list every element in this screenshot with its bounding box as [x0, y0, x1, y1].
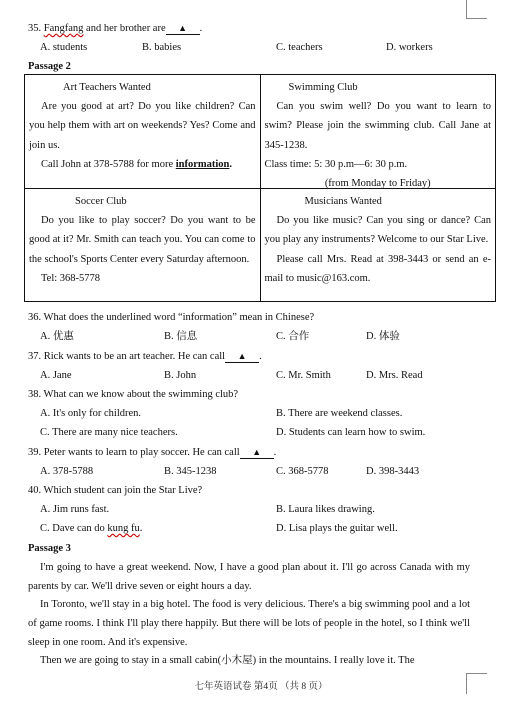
q37-text: 37. Rick wants to be an art teacher. He can call — [28, 351, 226, 362]
question-37: 37. Rick wants to be an art teacher. He can call ▲ . — [28, 351, 262, 362]
question-40: 40. Which student can join the Star Live? — [28, 485, 203, 496]
question-36: 36. What does the underlined word “information” mean in Chinese? — [28, 312, 315, 323]
ad-swim-body: Can you swim well? Do you want to learn to swim? Please join the swimming club. Call Jane at 345-1238. — [264, 101, 491, 151]
ad-art-contact — [29, 155, 256, 174]
q40-option-a[interactable]: A. Jim runs fast. — [40, 504, 110, 515]
q36-option-a[interactable]: A. 优惠 — [40, 331, 74, 342]
q37-option-b[interactable]: B. John — [164, 370, 197, 381]
q40-option-c[interactable] — [40, 522, 142, 536]
ad-swim-title: Swimming Club — [288, 82, 358, 93]
q36-option-d[interactable]: D. 体验 — [366, 331, 400, 342]
q37-option-c[interactable]: C. Mr. Smith — [276, 370, 331, 381]
q35-option-d[interactable]: D. workers — [386, 42, 433, 53]
q35-text: and her brother are — [86, 23, 166, 34]
passage-3-heading: Passage 3 — [28, 543, 71, 554]
q35-option-a[interactable]: A. students — [40, 42, 88, 53]
q39-option-d[interactable]: D. 398-3443 — [366, 466, 420, 477]
q39-blank[interactable]: ▲ — [240, 447, 274, 459]
crop-mark-top-right — [466, 0, 487, 19]
q39-option-c[interactable]: C. 368-5778 — [276, 466, 329, 477]
ad-soccer-tel: Tel: 368-5778 — [41, 272, 101, 284]
q40-option-b[interactable]: B. Laura likes drawing. — [276, 504, 375, 515]
ad-art-underlined-word: information — [175, 158, 230, 170]
q39-option-b[interactable]: B. 345-1238 — [164, 466, 217, 477]
ads-table — [24, 74, 496, 302]
question-35: 35. Fangfang and her brother are ▲ . — [28, 23, 203, 34]
q39-text: 39. Peter wants to learn to play soccer. He can call — [28, 447, 240, 458]
q38-option-b[interactable]: B. There are weekend classes. — [276, 408, 403, 419]
q37-option-d[interactable]: D. Mrs. Read — [366, 370, 423, 381]
passage-3-paragraph-2: In Toronto, we'll stay in a big hotel. The food is very delicious. There's a big swimming pool and a lot of game rooms. I think I'll play there happily. But there will be lots of people in the hotel, so I think we'll sleep in one room. And it's expensive. — [28, 599, 470, 648]
passage-3-paragraph-1: I'm going to have a great weekend. Now, I have a good plan about it. I'll go across Canada with my parents by car. We'll drive seven or eight hours a day. — [28, 562, 470, 592]
q40-option-d[interactable]: D. Lisa plays the guitar well. — [276, 523, 398, 534]
passage-3-paragraph-3: Then we are going to stay in a small cabin(小木屋) in the mountains. I really love it. The — [40, 655, 415, 666]
page-footer: 七年英语试卷 第4页 （共 8 页） — [194, 682, 328, 692]
ad-art-period: . — [229, 158, 233, 170]
ad-art-teachers — [25, 75, 261, 189]
ad-art-title: Art Teachers Wanted — [63, 82, 151, 93]
ad-musicians-wanted — [260, 189, 496, 302]
q40-option-c-prefix: C. Dave can do — [40, 523, 108, 534]
q40-option-c-wavy: kung fu — [107, 523, 140, 534]
q35-name: Fangfang — [43, 23, 84, 34]
q39-option-a[interactable]: A. 378-5788 — [40, 466, 94, 477]
q36-option-c[interactable]: C. 合作 — [276, 331, 310, 342]
q38-option-d[interactable]: D. Students can learn how to swim. — [276, 427, 426, 438]
ad-soccer-title: Soccer Club — [75, 196, 127, 207]
ad-art-contact-text: Call John at 378-5788 for more — [41, 158, 174, 170]
q38-option-a[interactable]: A. It's only for children. — [40, 408, 142, 419]
question-39: 39. Peter wants to learn to play soccer. He can call ▲ . — [28, 447, 277, 458]
q35-option-b[interactable]: B. babies — [142, 42, 182, 53]
q35-number: 35. — [28, 23, 42, 34]
ad-soccer-club — [25, 189, 261, 302]
q37-option-a[interactable]: A. Jane — [40, 370, 72, 381]
ad-music-title: Musicians Wanted — [304, 196, 382, 207]
ad-art-body: Are you good at art? Do you like children? Can you help them with art on weekends? Yes? Come and join us. — [29, 101, 256, 151]
q40-option-c-suffix: . — [139, 523, 143, 534]
q35-blank[interactable]: ▲ — [166, 23, 200, 35]
q36-option-b[interactable]: B. 信息 — [164, 331, 198, 342]
ad-soccer-body: Do you like to play soccer? Do you want to be good at it? Mr. Smith can teach you. You can come to the school's Sports Center every Saturday afternoon. — [29, 215, 256, 265]
passage-2-heading: Passage 2 — [28, 61, 71, 72]
ad-swim-time: Class time: 5: 30 p.m—6: 30 p.m. — [264, 158, 408, 170]
ad-music-contact: Please call Mrs. Read at 398-3443 or send an e-mail to music@163.com. — [264, 253, 491, 284]
q35-option-c[interactable]: C. teachers — [276, 42, 323, 53]
q38-option-c[interactable]: C. There are many nice teachers. — [40, 427, 178, 438]
ad-swim-days: (from Monday to Friday) — [324, 178, 431, 190]
question-38: 38. What can we know about the swimming club? — [28, 389, 239, 400]
q37-blank[interactable]: ▲ — [225, 351, 259, 363]
ad-music-body: Do you like music? Can you sing or dance? Can you play any instruments? Welcome to our Star Live. — [264, 215, 491, 246]
ad-swimming-club — [260, 75, 496, 189]
